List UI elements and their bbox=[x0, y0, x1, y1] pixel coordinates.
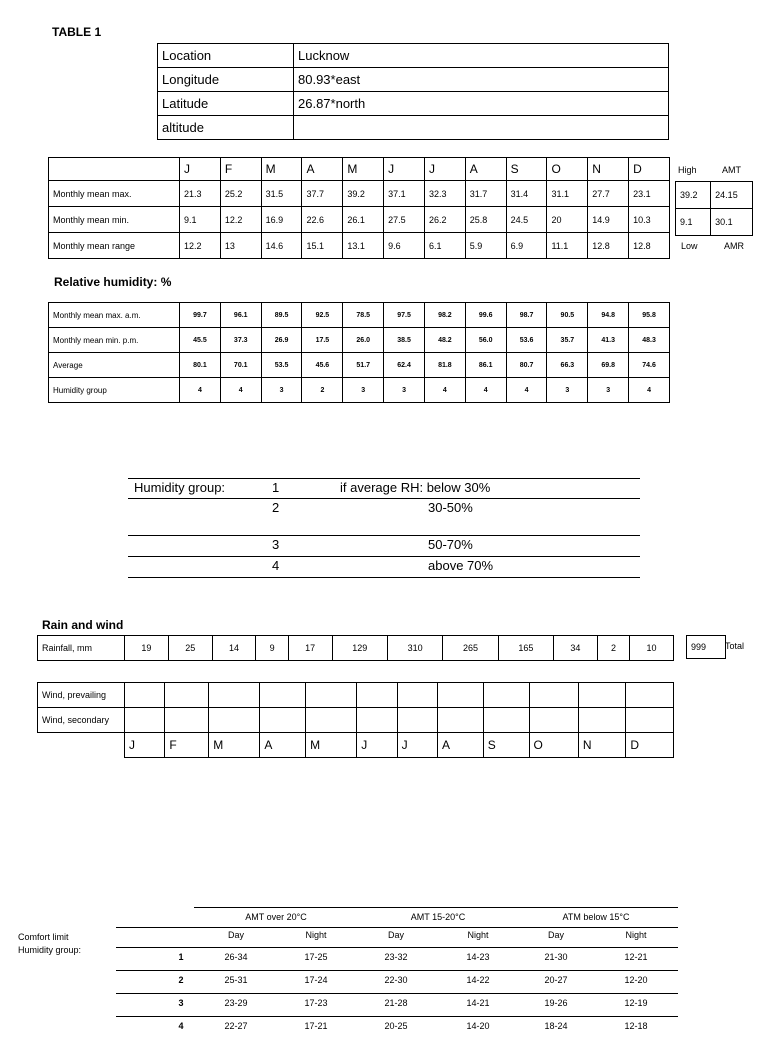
rainfall-total-label: Total bbox=[725, 641, 745, 651]
group-number: 4 bbox=[272, 558, 280, 573]
altitude-label: altitude bbox=[158, 116, 294, 140]
table-cell: 18-24 bbox=[544, 1021, 568, 1031]
low-value: 9.1 bbox=[676, 209, 711, 236]
table-row bbox=[49, 328, 670, 353]
table-cell: 17.5 bbox=[302, 328, 343, 353]
table-cell: 48.3 bbox=[629, 328, 670, 353]
table-cell bbox=[165, 708, 209, 733]
humidity-group-table bbox=[128, 478, 640, 578]
comfort-header: AMT 15-20°C bbox=[410, 912, 466, 922]
table-cell bbox=[260, 708, 306, 733]
row-label: Monthly mean min. bbox=[49, 207, 180, 233]
table-cell: 4 bbox=[424, 378, 465, 403]
table-cell: 15.1 bbox=[302, 233, 343, 259]
table-cell: 37.7 bbox=[302, 181, 343, 207]
row-label: Rainfall, mm bbox=[38, 636, 125, 661]
table-cell: 4 bbox=[506, 378, 547, 403]
table-header-row bbox=[49, 158, 670, 181]
table-row bbox=[158, 92, 669, 116]
month-header: M bbox=[343, 158, 384, 181]
month-label: J bbox=[357, 733, 397, 758]
wind-secondary-row bbox=[38, 708, 674, 733]
table-row bbox=[49, 207, 670, 233]
table-cell bbox=[626, 708, 674, 733]
table-cell: 6.9 bbox=[506, 233, 547, 259]
table-cell: 25-31 bbox=[224, 975, 248, 985]
table-cell: 11.1 bbox=[547, 233, 588, 259]
high-label: High bbox=[678, 165, 697, 175]
table-cell: 3 bbox=[547, 378, 588, 403]
table-cell: 25.2 bbox=[220, 181, 261, 207]
table-cell: 12.8 bbox=[588, 233, 629, 259]
table-cell: 17-23 bbox=[304, 998, 328, 1008]
table-cell bbox=[306, 683, 357, 708]
table-cell bbox=[306, 708, 357, 733]
table-cell: 74.6 bbox=[629, 353, 670, 378]
table-cell: 31.1 bbox=[547, 181, 588, 207]
table-cell bbox=[626, 683, 674, 708]
group-range: if average RH: below 30% bbox=[340, 480, 491, 495]
comfort-limit-label bbox=[18, 931, 81, 957]
table-cell: 41.3 bbox=[588, 328, 629, 353]
low-label: Low bbox=[681, 241, 698, 251]
table-cell: 32.3 bbox=[424, 181, 465, 207]
row-label: Wind, prevailing bbox=[38, 683, 125, 708]
table-cell: 12.8 bbox=[629, 233, 670, 259]
table-cell: 12.2 bbox=[180, 233, 221, 259]
table-cell bbox=[125, 708, 165, 733]
table-cell: 31.4 bbox=[506, 181, 547, 207]
table-cell: 27.5 bbox=[384, 207, 425, 233]
table-cell: 9.1 bbox=[180, 207, 221, 233]
table-cell: 17-24 bbox=[304, 975, 328, 985]
table-cell: 19 bbox=[125, 636, 169, 661]
table-cell: 21.3 bbox=[180, 181, 221, 207]
group-number: 2 bbox=[272, 500, 280, 515]
table-cell: 26.1 bbox=[343, 207, 384, 233]
table-cell: 26.2 bbox=[424, 207, 465, 233]
table-cell: 98.2 bbox=[424, 303, 465, 328]
month-label: N bbox=[578, 733, 626, 758]
row-label: Monthly mean range bbox=[49, 233, 180, 259]
rainfall-table bbox=[37, 635, 674, 661]
table-cell: 17-21 bbox=[304, 1021, 328, 1031]
table-cell: 31.5 bbox=[261, 181, 302, 207]
table-cell bbox=[437, 683, 483, 708]
table-row bbox=[676, 182, 753, 209]
group-number: 3 bbox=[178, 998, 184, 1008]
amt-label: AMT bbox=[722, 165, 741, 175]
table-row bbox=[38, 636, 674, 661]
table-cell bbox=[209, 708, 260, 733]
comfort-subheader: Day bbox=[547, 930, 564, 940]
table-cell: 20-25 bbox=[384, 1021, 408, 1031]
table-cell: 12-18 bbox=[624, 1021, 648, 1031]
month-label: M bbox=[209, 733, 260, 758]
table-row bbox=[116, 1016, 678, 1038]
amt-table bbox=[675, 181, 753, 236]
table-cell: 56.0 bbox=[465, 328, 506, 353]
high-value: 39.2 bbox=[676, 182, 711, 209]
table-cell: 129 bbox=[332, 636, 387, 661]
month-header: A bbox=[465, 158, 506, 181]
table-cell bbox=[397, 683, 437, 708]
table-cell: 14-22 bbox=[466, 975, 490, 985]
table-cell: 3 bbox=[343, 378, 384, 403]
table-row bbox=[49, 233, 670, 259]
comfort-subheader: Night bbox=[467, 930, 489, 940]
month-label: S bbox=[483, 733, 529, 758]
table-cell: 9 bbox=[256, 636, 288, 661]
table-cell bbox=[260, 683, 306, 708]
table-cell: 12-19 bbox=[624, 998, 648, 1008]
table-cell: 265 bbox=[443, 636, 498, 661]
comfort-subheader: Day bbox=[387, 930, 404, 940]
table-row bbox=[49, 181, 670, 207]
table-cell: 4 bbox=[180, 378, 221, 403]
comfort-subheader: Night bbox=[625, 930, 647, 940]
table-cell bbox=[165, 683, 209, 708]
table-cell: 2 bbox=[302, 378, 343, 403]
table-cell: 20-27 bbox=[544, 975, 568, 985]
group-number: 3 bbox=[272, 537, 280, 552]
table-cell: 14-20 bbox=[466, 1021, 490, 1031]
table-cell: 38.5 bbox=[384, 328, 425, 353]
table-cell: 95.8 bbox=[629, 303, 670, 328]
table-cell: 34 bbox=[554, 636, 598, 661]
month-label: D bbox=[626, 733, 674, 758]
table-cell: 53.6 bbox=[506, 328, 547, 353]
table-row bbox=[687, 636, 726, 659]
table-cell: 86.1 bbox=[465, 353, 506, 378]
table-cell: 25.8 bbox=[465, 207, 506, 233]
month-row bbox=[38, 733, 674, 758]
table-cell: 22-30 bbox=[384, 975, 408, 985]
table-cell: 94.8 bbox=[588, 303, 629, 328]
latitude-value: 26.87*north bbox=[294, 92, 669, 116]
table-cell: 22.6 bbox=[302, 207, 343, 233]
table-cell: 96.1 bbox=[220, 303, 261, 328]
month-header: O bbox=[547, 158, 588, 181]
table-cell: 69.8 bbox=[588, 353, 629, 378]
group-number: 1 bbox=[178, 952, 184, 962]
group-range: 50-70% bbox=[428, 537, 473, 552]
table-cell bbox=[529, 708, 578, 733]
table-row bbox=[49, 353, 670, 378]
altitude-value bbox=[294, 116, 669, 140]
table-cell bbox=[125, 683, 165, 708]
month-header: S bbox=[506, 158, 547, 181]
table-cell: 39.2 bbox=[343, 181, 384, 207]
table-cell: 4 bbox=[629, 378, 670, 403]
table-cell: 10 bbox=[630, 636, 674, 661]
table-title: TABLE 1 bbox=[52, 25, 102, 39]
table-cell: 21-30 bbox=[544, 952, 568, 962]
table-cell bbox=[578, 708, 626, 733]
month-label: J bbox=[397, 733, 437, 758]
group-number: 4 bbox=[178, 1021, 184, 1031]
table-cell: 9.6 bbox=[384, 233, 425, 259]
table-cell: 12-21 bbox=[624, 952, 648, 962]
month-header: A bbox=[302, 158, 343, 181]
table-cell bbox=[529, 683, 578, 708]
table-cell: 14.6 bbox=[261, 233, 302, 259]
group-number: 1 bbox=[272, 480, 280, 495]
table-cell bbox=[483, 683, 529, 708]
table-cell: 4 bbox=[465, 378, 506, 403]
table-cell: 14.9 bbox=[588, 207, 629, 233]
table-cell: 24.5 bbox=[506, 207, 547, 233]
month-header: J bbox=[424, 158, 465, 181]
row-label: Humidity group bbox=[49, 378, 180, 403]
table-cell: 27.7 bbox=[588, 181, 629, 207]
table-cell: 14-23 bbox=[466, 952, 490, 962]
table-cell: 92.5 bbox=[302, 303, 343, 328]
row-label: Monthly mean min. p.m. bbox=[49, 328, 180, 353]
table-cell: 37.1 bbox=[384, 181, 425, 207]
group-range: above 70% bbox=[428, 558, 494, 573]
comfort-subheader: Night bbox=[305, 930, 327, 940]
rain-wind-title: Rain and wind bbox=[42, 618, 124, 632]
table-cell: 3 bbox=[588, 378, 629, 403]
longitude-label: Longitude bbox=[158, 68, 294, 92]
humidity-group-label: Humidity group: bbox=[134, 480, 226, 495]
table-cell: 31.7 bbox=[465, 181, 506, 207]
temperature-table bbox=[48, 157, 670, 259]
header-blank bbox=[49, 158, 180, 181]
month-label: M bbox=[306, 733, 357, 758]
table-cell bbox=[209, 683, 260, 708]
table-cell: 23-29 bbox=[224, 998, 248, 1008]
rainfall-total-value: 999 bbox=[687, 636, 726, 659]
table-cell: 51.7 bbox=[343, 353, 384, 378]
table-cell: 12.2 bbox=[220, 207, 261, 233]
table-cell: 14-21 bbox=[466, 998, 490, 1008]
comfort-header: AMT over 20°C bbox=[245, 912, 307, 922]
table-row bbox=[116, 947, 678, 969]
table-cell: 25 bbox=[168, 636, 212, 661]
row-label: Average bbox=[49, 353, 180, 378]
table-cell: 14 bbox=[212, 636, 256, 661]
table-cell: 78.5 bbox=[343, 303, 384, 328]
table-cell: 26.0 bbox=[343, 328, 384, 353]
table-cell: 26-34 bbox=[224, 952, 248, 962]
month-label: F bbox=[165, 733, 209, 758]
table-cell: 16.9 bbox=[261, 207, 302, 233]
table-cell bbox=[357, 683, 397, 708]
table-cell: 89.5 bbox=[261, 303, 302, 328]
table-cell: 165 bbox=[498, 636, 553, 661]
table-cell: 66.3 bbox=[547, 353, 588, 378]
table-cell: 99.6 bbox=[465, 303, 506, 328]
table-cell: 17 bbox=[288, 636, 332, 661]
table-row bbox=[158, 68, 669, 92]
table-cell: 45.6 bbox=[302, 353, 343, 378]
table-cell: 23.1 bbox=[629, 181, 670, 207]
table-row bbox=[49, 303, 670, 328]
row-label: Monthly mean max. bbox=[49, 181, 180, 207]
comfort-header: ATM below 15°C bbox=[562, 912, 630, 922]
table-cell: 10.3 bbox=[629, 207, 670, 233]
wind-table bbox=[37, 682, 674, 758]
table-cell: 310 bbox=[387, 636, 442, 661]
group-range: 30-50% bbox=[428, 500, 473, 515]
table-row bbox=[158, 116, 669, 140]
table-row bbox=[676, 209, 753, 236]
table-cell: 99.7 bbox=[180, 303, 221, 328]
table-cell: 5.9 bbox=[465, 233, 506, 259]
table-cell: 17-25 bbox=[304, 952, 328, 962]
longitude-value: 80.93*east bbox=[294, 68, 669, 92]
location-label: Location bbox=[158, 44, 294, 68]
amr-value: 30.1 bbox=[711, 209, 753, 236]
month-header: N bbox=[588, 158, 629, 181]
table-row bbox=[49, 378, 670, 403]
month-label: O bbox=[529, 733, 578, 758]
comfort-table bbox=[116, 907, 678, 1031]
table-cell: 3 bbox=[384, 378, 425, 403]
location-table bbox=[157, 43, 669, 140]
table-row bbox=[116, 993, 678, 1015]
table-cell: 20 bbox=[547, 207, 588, 233]
table-cell: 81.8 bbox=[424, 353, 465, 378]
table-cell: 13 bbox=[220, 233, 261, 259]
humidity-table bbox=[48, 302, 670, 403]
table-cell: 70.1 bbox=[220, 353, 261, 378]
comfort-limit-label-line2: Humidity group: bbox=[18, 945, 82, 955]
table-cell: 26.9 bbox=[261, 328, 302, 353]
comfort-limit-label-line1: Comfort limit bbox=[18, 932, 69, 942]
row-label: Wind, secondary bbox=[38, 708, 125, 733]
month-header: J bbox=[384, 158, 425, 181]
table-cell: 35.7 bbox=[547, 328, 588, 353]
table-cell: 80.7 bbox=[506, 353, 547, 378]
month-label: A bbox=[437, 733, 483, 758]
table-cell: 21-28 bbox=[384, 998, 408, 1008]
blank-cell bbox=[38, 733, 125, 758]
table-cell: 97.5 bbox=[384, 303, 425, 328]
table-row bbox=[158, 44, 669, 68]
amt-value: 24.15 bbox=[711, 182, 753, 209]
table-cell: 4 bbox=[220, 378, 261, 403]
humidity-title: Relative humidity: % bbox=[54, 275, 172, 289]
table-cell: 2 bbox=[597, 636, 629, 661]
comfort-subheader-row bbox=[116, 925, 678, 947]
month-header: J bbox=[180, 158, 221, 181]
table-cell bbox=[483, 708, 529, 733]
table-cell: 23-32 bbox=[384, 952, 408, 962]
month-header: F bbox=[220, 158, 261, 181]
table-cell: 53.5 bbox=[261, 353, 302, 378]
month-header: D bbox=[629, 158, 670, 181]
month-header: M bbox=[261, 158, 302, 181]
month-label: A bbox=[260, 733, 306, 758]
table-cell: 45.5 bbox=[180, 328, 221, 353]
location-value: Lucknow bbox=[294, 44, 669, 68]
table-cell bbox=[357, 708, 397, 733]
table-cell: 98.7 bbox=[506, 303, 547, 328]
month-label: J bbox=[125, 733, 165, 758]
table-row bbox=[116, 970, 678, 992]
table-cell: 3 bbox=[261, 378, 302, 403]
table-cell: 62.4 bbox=[384, 353, 425, 378]
wind-prevailing-row bbox=[38, 683, 674, 708]
table-cell: 13.1 bbox=[343, 233, 384, 259]
latitude-label: Latitude bbox=[158, 92, 294, 116]
comfort-subheader: Day bbox=[227, 930, 244, 940]
table-cell: 22-27 bbox=[224, 1021, 248, 1031]
table-cell: 80.1 bbox=[180, 353, 221, 378]
table-cell: 19-26 bbox=[544, 998, 568, 1008]
row-label: Monthly mean max. a.m. bbox=[49, 303, 180, 328]
table-cell: 48.2 bbox=[424, 328, 465, 353]
rainfall-total-box bbox=[686, 635, 726, 659]
group-number: 2 bbox=[178, 975, 184, 985]
table-cell: 90.5 bbox=[547, 303, 588, 328]
table-cell bbox=[437, 708, 483, 733]
amr-label: AMR bbox=[724, 241, 744, 251]
table-cell bbox=[397, 708, 437, 733]
table-cell: 37.3 bbox=[220, 328, 261, 353]
table-cell: 6.1 bbox=[424, 233, 465, 259]
table-cell bbox=[578, 683, 626, 708]
table-cell: 12-20 bbox=[624, 975, 648, 985]
